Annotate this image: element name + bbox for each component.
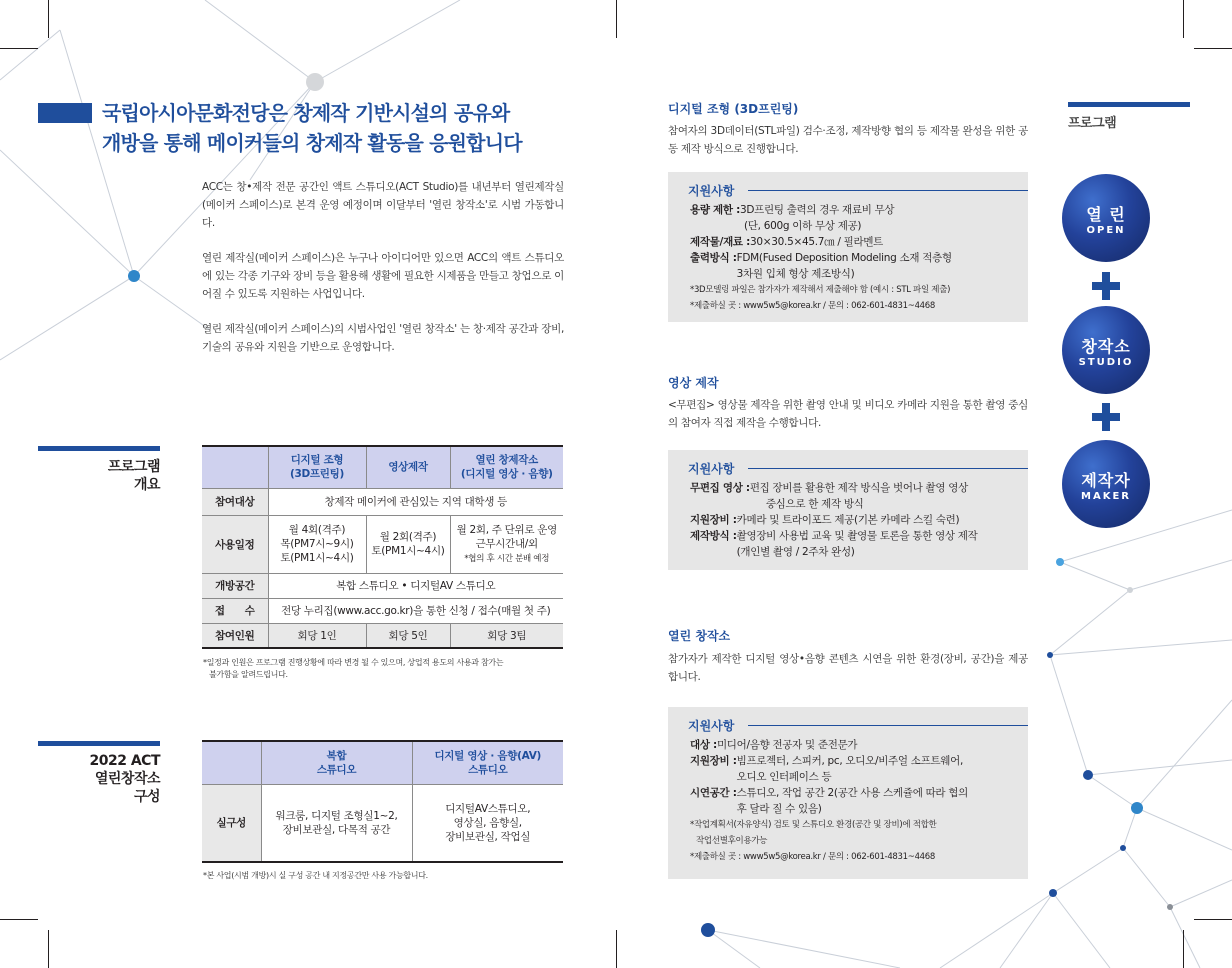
support-item [690, 234, 1020, 250]
table-row [202, 623, 563, 648]
crop-mark [1183, 930, 1184, 968]
print3d-support-box [668, 172, 1028, 322]
circle-studio [1062, 306, 1150, 394]
row-header: 실구성 [202, 784, 261, 862]
open-studio-desc: 참가자가 제작한 디지털 영상•음향 콘텐츠 시연을 위한 환경(장비, 공간)을 제공 합니다. [668, 653, 1028, 683]
circle-sublabel: STUDIO [1078, 357, 1134, 368]
table-cell: 회당 3팀 [450, 623, 563, 648]
circle-sublabel: OPEN [1086, 225, 1126, 236]
item-value: 빔프로젝터, 스피커, pc, 오디오/비주얼 소프트웨어, 오디오 인터페이스 등 [736, 755, 964, 783]
overview-footnote [203, 657, 565, 681]
item-label: 지원장비 : [690, 514, 737, 526]
support-list [690, 737, 1020, 865]
footnote-line: 불가함을 알려드립니다. [209, 670, 288, 679]
table-row [202, 488, 563, 515]
crop-mark [616, 930, 617, 968]
plus-icon [1092, 272, 1120, 300]
overview-section-title [60, 458, 160, 494]
video-title: 영상 제작 [668, 376, 719, 390]
row-header: 접 수 [202, 598, 268, 623]
support-box-title: 지원사항 [688, 719, 735, 733]
table-row [202, 515, 563, 573]
composition-table [202, 740, 563, 863]
page-title-line-1: 국립아시아문화전당은 창제작 기반시설의 공유와 [102, 101, 510, 125]
circle-open [1062, 174, 1150, 262]
item-label: 제작방식 : [690, 530, 737, 542]
table-cell: 복합 스튜디오 • 디지털AV 스튜디오 [268, 573, 563, 598]
section-title-line: 개요 [133, 477, 160, 493]
support-note: *작업계획서(자유양식) 검토 및 스튜디오 환경(공간 및 장비)에 적합한 작업선별후이용가능 [690, 820, 937, 846]
page-title-line-2: 개방을 통해 메이커들의 창제작 활동을 응원합니다 [102, 131, 522, 155]
overview-table [202, 445, 563, 649]
table-cell: 창제작 메이커에 관심있는 지역 대학생 등 [268, 488, 563, 515]
circle-sublabel: MAKER [1081, 491, 1131, 502]
support-item [690, 753, 1020, 785]
table-cell: 월 2회, 주 단위로 운영 근무시간내/외 *협의 후 시간 분배 예정 [450, 515, 563, 573]
print3d-title: 디지털 조형 (3D프린팅) [668, 102, 799, 116]
item-value: 30×30.5×45.7㎝ / 필라멘트 [750, 236, 884, 248]
col-header-open-studio: 열린 창제작소 (디지털 영상 · 음향) [450, 446, 563, 488]
item-label: 출력방식 : [690, 252, 737, 264]
circle-maker [1062, 440, 1150, 528]
section-title-line: 열린창작소 [94, 771, 160, 787]
support-item [690, 250, 1020, 282]
crop-mark [0, 48, 38, 49]
item-value: 카메라 및 트라이포드 제공(기본 카메라 스킬 숙련) [736, 514, 960, 526]
composition-section-title [60, 752, 160, 806]
item-label: 시연공간 : [690, 787, 737, 799]
item-value: 3D프린팅 출력의 경우 재료비 무상 (단, 600g 이하 무상 제공) [739, 204, 895, 232]
video-support-box [668, 450, 1028, 570]
table-cell: 회당 1인 [268, 623, 366, 648]
crop-mark [1194, 48, 1232, 49]
crop-mark [48, 930, 49, 968]
crop-mark [1183, 0, 1184, 38]
support-item [690, 528, 1020, 560]
row-header: 참여인원 [202, 623, 268, 648]
section-rule [38, 741, 160, 746]
sidebar-title: 프로그램 [1068, 116, 1117, 131]
col-header-video: 영상제작 [366, 446, 450, 488]
support-list [690, 202, 1020, 314]
composition-footnote: *본 사업(시범 개방)시 실 구성 공간 내 지정공간만 사용 가능합니다. [203, 871, 428, 880]
sidebar-accent-bar [1068, 102, 1190, 107]
video-desc: <무편집> 영상물 제작을 위한 촬영 안내 및 비디오 카메라 지원을 통한 촬영 중심의 참여자 직접 제작을 수행합니다. [668, 399, 1028, 429]
support-item [690, 737, 1020, 753]
box-rule [748, 468, 1028, 469]
support-item [690, 202, 1020, 234]
support-note: *제출하실 곳 : www5w5@korea.kr / 문의 : 062-601-4831~4468 [690, 852, 936, 862]
support-item [690, 785, 1020, 817]
plus-icon [1092, 403, 1120, 431]
crop-mark [48, 0, 49, 38]
table-cell: 전당 누리집(www.acc.go.kr)을 통한 신청 / 접수(매월 첫 주) [268, 598, 563, 623]
table-row [202, 784, 563, 862]
support-item [690, 512, 1020, 528]
footnote-line: *일정과 인원은 프로그램 진행상황에 따라 변경 될 수 있으며, 상업적 용도의 사용과 참가는 [203, 658, 504, 667]
circle-label: 창작소 [1081, 337, 1131, 356]
page-title [102, 98, 582, 158]
col-header-complex-studio: 복합 스튜디오 [261, 741, 412, 784]
item-label: 대상 : [690, 739, 717, 751]
box-rule [748, 725, 1028, 726]
crop-mark [0, 919, 38, 920]
support-note: *3D모델링 파일은 참가자가 제작해서 제출해야 함 (예시 : STL 파일 제출) [690, 285, 951, 295]
crop-mark [616, 0, 617, 38]
col-header-av-studio: 디지털 영상 · 음향(AV) 스튜디오 [412, 741, 563, 784]
row-header: 참여대상 [202, 488, 268, 515]
item-label: 용량 제한 : [690, 204, 740, 216]
print3d-desc: 참여자의 3D데이터(STL파일) 검수·조정, 제작방향 협의 등 제작물 완성을 위한 공동 제작 방식으로 진행합니다. [668, 125, 1028, 155]
row-header: 사용일정 [202, 515, 268, 573]
item-label: 지원장비 : [690, 755, 737, 767]
circle-label: 제작자 [1081, 471, 1131, 490]
open-studio-support-box [668, 707, 1028, 879]
section-title-line: 프로그램 [107, 459, 160, 475]
row-header: 개방공간 [202, 573, 268, 598]
item-label: 제작물/재료 : [690, 236, 751, 248]
item-value: 스튜디오, 작업 공간 2(공간 사용 스케쥴에 따라 협의 후 달라 질 수 있음) [736, 787, 968, 815]
support-list [690, 480, 1020, 560]
item-label: 무편집 영상 : [690, 482, 750, 494]
item-value: FDM(Fused Deposition Modeling 소재 적층형 3차원 입체 형상 제조방식) [736, 252, 952, 280]
item-value: 촬영장비 사용법 교육 및 촬영물 토론을 통한 영상 제작 (개인별 촬영 / 2주차 완성) [736, 530, 978, 558]
crop-mark [1194, 919, 1232, 920]
intro-paragraph: 열린 제작실(메이커 스페이스)의 시범사업인 '열린 창작소' 는 창·제작 공간과 장비, 기술의 공유와 지원을 기반으로 운영합니다. [202, 323, 564, 353]
intro-text [202, 178, 564, 373]
item-value: 미디어/음향 전공자 및 준전문가 [716, 739, 858, 751]
section-rule [38, 446, 160, 451]
support-box-title: 지원사항 [688, 462, 735, 476]
circle-label: 열 린 [1086, 205, 1126, 224]
support-item [690, 480, 1020, 512]
col-header-3d: 디지털 조형 (3D프린팅) [268, 446, 366, 488]
section-title-line: 2022 ACT [89, 753, 160, 769]
section-title-line: 구성 [133, 789, 160, 805]
table-cell: 월 4회(격주) 목(PM7시~9시) 토(PM1시~4시) [268, 515, 366, 573]
intro-paragraph: ACC는 창•제작 전문 공간인 액트 스튜디오(ACT Studio)를 내년부터 열린제작실(메이커 스페이스)로 본격 운영 예정이며 이달부터 '열린 창작소'로 시범 가동합니다. [202, 181, 564, 229]
table-row [202, 598, 563, 623]
table-corner [202, 446, 268, 488]
intro-paragraph: 열린 제작실(메이커 스페이스)은 누구나 아이디어만 있으면 ACC의 액트 스튜디오에 있는 각종 기구와 장비 등을 활용해 생활에 필요한 시제품을 만들고 창업으로 이어질 수 있도록 지원하는 사업입니다. [202, 252, 564, 300]
table-cell: 디지털AV스튜디오, 영상실, 음향실, 장비보관실, 작업실 [412, 784, 563, 862]
table-cell: 회당 5인 [366, 623, 450, 648]
table-cell: 워크룸, 디지털 조형실1~2, 장비보관실, 다목적 공간 [261, 784, 412, 862]
table-corner [202, 741, 261, 784]
support-box-title: 지원사항 [688, 184, 735, 198]
open-studio-title: 열린 창작소 [668, 629, 731, 643]
table-row [202, 573, 563, 598]
box-rule [748, 190, 1028, 191]
table-cell: 월 2회(격주) 토(PM1시~4시) [366, 515, 450, 573]
support-note: *제출하실 곳 : www5w5@korea.kr / 문의 : 062-601-4831~4468 [690, 301, 936, 311]
item-value: 편집 장비를 활용한 제작 방식을 벗어나 촬영 영상 중심으로 한 제작 방식 [749, 482, 968, 510]
title-accent-bar [38, 103, 92, 123]
